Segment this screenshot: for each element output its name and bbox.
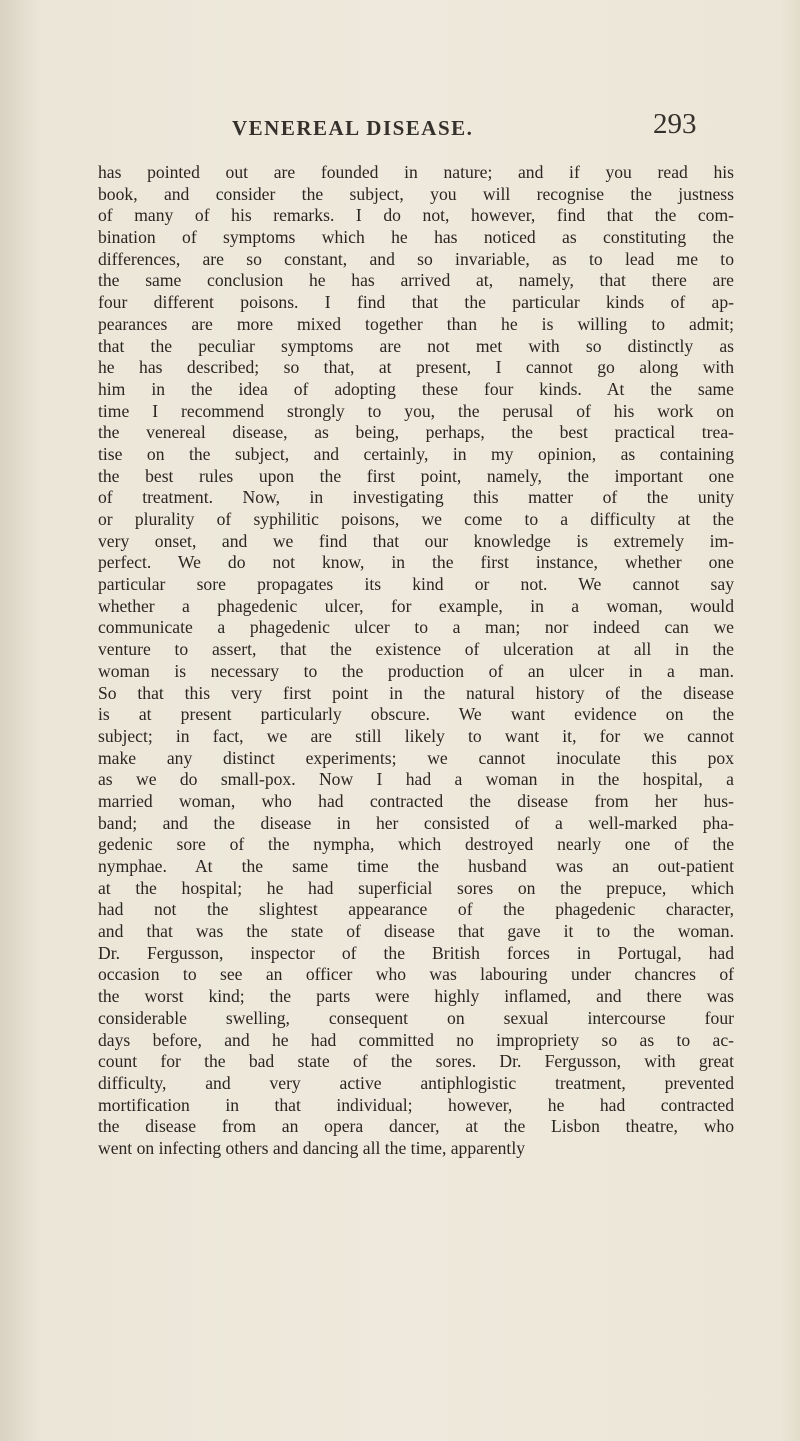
text-line: Dr. Fergusson, inspector of the British forces in Portugal, had: [98, 942, 734, 963]
text-line: very onset, and we find that our knowledge is extremely im-: [98, 530, 734, 551]
text-line: bination of symptoms which he has noticed as constituting the: [98, 227, 734, 248]
text-line: gedenic sore of the nympha, which destroyed nearly one of the: [98, 834, 734, 855]
body-text: [98, 162, 734, 1160]
running-title: VENEREAL DISEASE.: [232, 116, 474, 140]
text-line: mortification in that individual; however, he had contracted: [98, 1094, 734, 1115]
text-line: considerable swelling, consequent on sexual intercourse four: [98, 1007, 734, 1028]
text-line: went on infecting others and dancing all the time, apparently: [98, 1137, 526, 1158]
text-line: is at present particularly obscure. We want evidence on the: [98, 704, 734, 725]
text-line: as we do small-pox. Now I had a woman in the hospital, a: [98, 769, 734, 790]
text-line: of treatment. Now, in investigating this matter of the unity: [98, 487, 734, 508]
text-line: book, and consider the subject, you will recognise the justness: [98, 183, 734, 204]
text-line: has pointed out are founded in nature; and if you read his: [98, 162, 734, 182]
text-line: the venereal disease, as being, perhaps, the best practical trea-: [98, 422, 734, 443]
text-line: and that was the state of disease that gave it to the woman.: [98, 921, 734, 942]
text-line: make any distinct experiments; we cannot inoculate this pox: [98, 747, 734, 768]
text-line: had not the slightest appearance of the phagedenic character,: [98, 899, 734, 920]
text-line: differences, are so constant, and so invariable, as to lead me to: [98, 248, 734, 269]
text-line: venture to assert, that the existence of ulceration at all in the: [98, 639, 734, 660]
text-line: communicate a phagedenic ulcer to a man; nor indeed can we: [98, 617, 734, 638]
text-line: difficulty, and very active antiphlogistic treatment, prevented: [98, 1072, 734, 1093]
text-line: him in the idea of adopting these four kinds. At the same: [98, 378, 734, 399]
text-line: tise on the subject, and certainly, in my opinion, as containing: [98, 443, 734, 464]
page-header: [0, 108, 800, 148]
text-line: the worst kind; the parts were highly inflamed, and there was: [98, 986, 734, 1007]
text-line: the same conclusion he has arrived at, namely, that there are: [98, 270, 734, 291]
text-line: at the hospital; he had superficial sores on the prepuce, which: [98, 877, 734, 898]
text-line: or plurality of syphilitic poisons, we come to a difficulty at the: [98, 509, 734, 529]
page-number: 293: [653, 108, 697, 140]
text-line: the best rules upon the first point, namely, the important one: [98, 465, 734, 486]
text-line: whether a phagedenic ulcer, for example, in a woman, would: [98, 595, 734, 616]
text-line: four different poisons. I find that the particular kinds of ap-: [98, 292, 734, 313]
text-line: woman is necessary to the production of an ulcer in a man.: [98, 660, 734, 681]
text-line: band; and the disease in her consisted of a well-marked pha-: [98, 812, 734, 833]
text-line: he has described; so that, at present, I cannot go along with: [98, 357, 734, 378]
text-line: pearances are more mixed together than he is willing to admit;: [98, 313, 734, 334]
text-line: So that this very first point in the natural history of the disease: [98, 682, 734, 703]
text-line: days before, and he had committed no impropriety so as to ac-: [98, 1029, 734, 1050]
text-line: count for the bad state of the sores. Dr. Fergusson, with great: [98, 1051, 734, 1072]
text-line: nymphae. At the same time the husband was an out-patient: [98, 856, 734, 876]
text-line: perfect. We do not know, in the first instance, whether one: [98, 552, 734, 573]
text-line: time I recommend strongly to you, the perusal of his work on: [98, 400, 734, 421]
text-line: particular sore propagates its kind or not. We cannot say: [98, 574, 734, 595]
text-line: married woman, who had contracted the disease from her hus-: [98, 790, 734, 811]
text-line: of many of his remarks. I do not, however, find that the com-: [98, 205, 734, 226]
text-line: the disease from an opera dancer, at the Lisbon theatre, who: [98, 1116, 734, 1137]
text-line: occasion to see an officer who was labouring under chancres of: [98, 964, 734, 985]
text-line: subject; in fact, we are still likely to want it, for we cannot: [98, 725, 734, 746]
text-line: that the peculiar symptoms are not met with so distinctly as: [98, 335, 734, 356]
